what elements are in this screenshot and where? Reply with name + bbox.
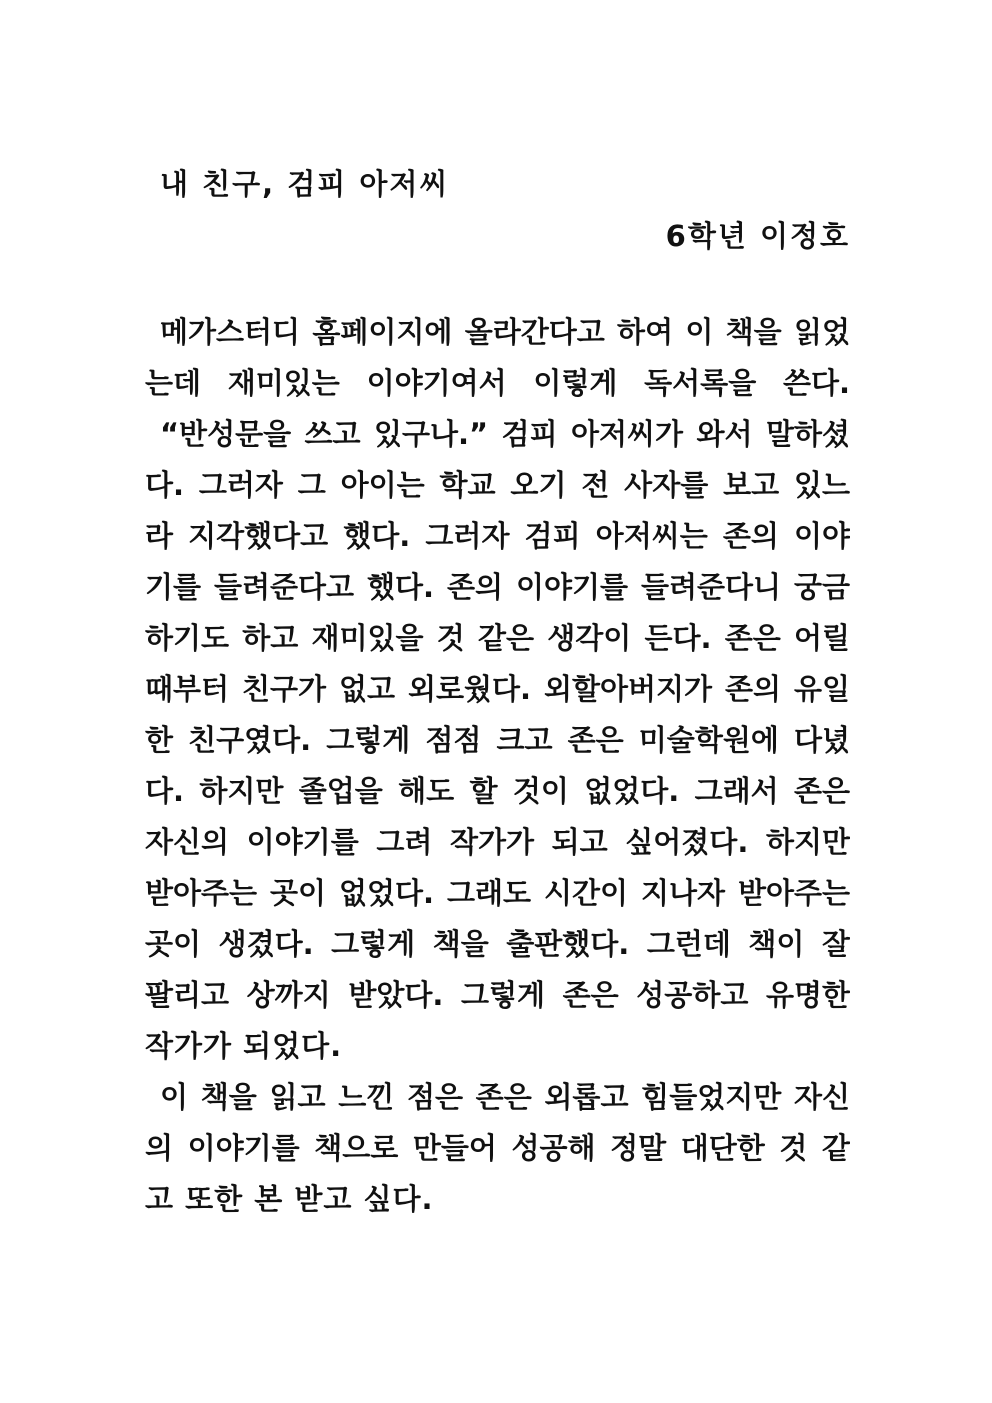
body-line-9: 한 친구였다. 그렇게 점점 크고 존은 미술학원에 다녔 (145, 723, 850, 757)
body-line-10: 다. 하지만 졸업을 해도 할 것이 없었다. 그래서 존은 (145, 774, 850, 808)
body-line-8: 때부터 친구가 없고 외로웠다. 외할아버지가 존의 유일 (145, 672, 850, 706)
body-line-12: 받아주는 곳이 없었다. 그래도 시간이 지나자 받아주는 (145, 876, 850, 910)
body-line-3: “반성문을 쓰고 있구나.” 검피 아저씨가 와서 말하셨 (160, 417, 850, 451)
essay-title: 내 친구, 검피 아저씨 (160, 167, 450, 201)
body-line-14: 팔리고 상까지 받았다. 그렇게 존은 성공하고 유명한 (145, 978, 850, 1012)
body-line-6: 기를 들려준다고 했다. 존의 이야기를 들려준다니 궁금 (145, 570, 850, 604)
body-line-16: 이 책을 읽고 느낀 점은 존은 외롭고 힘들었지만 자신 (160, 1080, 850, 1114)
body-line-7: 하기도 하고 재미있을 것 같은 생각이 든다. 존은 어릴 (145, 621, 850, 655)
body-line-17: 의 이야기를 책으로 만들어 성공해 정말 대단한 것 같 (145, 1131, 850, 1165)
body-line-13: 곳이 생겼다. 그렇게 책을 출판했다. 그런데 책이 잘 (145, 927, 850, 961)
body-line-11: 자신의 이야기를 그려 작가가 되고 싶어졌다. 하지만 (145, 825, 850, 859)
body-line-1: 메가스터디 홈페이지에 올라간다고 하여 이 책을 읽었 (160, 315, 850, 349)
body-line-18: 고 또한 본 받고 싶다. (145, 1182, 434, 1216)
body-line-2: 는데 재미있는 이야기여서 이렇게 독서록을 쓴다. (145, 366, 850, 400)
body-line-4: 다. 그러자 그 아이는 학교 오기 전 사자를 보고 있느 (145, 468, 850, 502)
body-line-5: 라 지각했다고 했다. 그러자 검피 아저씨는 존의 이야 (145, 519, 850, 553)
body-line-15: 작가가 되었다. (145, 1029, 343, 1063)
author-line: 6학년 이정호 (665, 219, 850, 253)
